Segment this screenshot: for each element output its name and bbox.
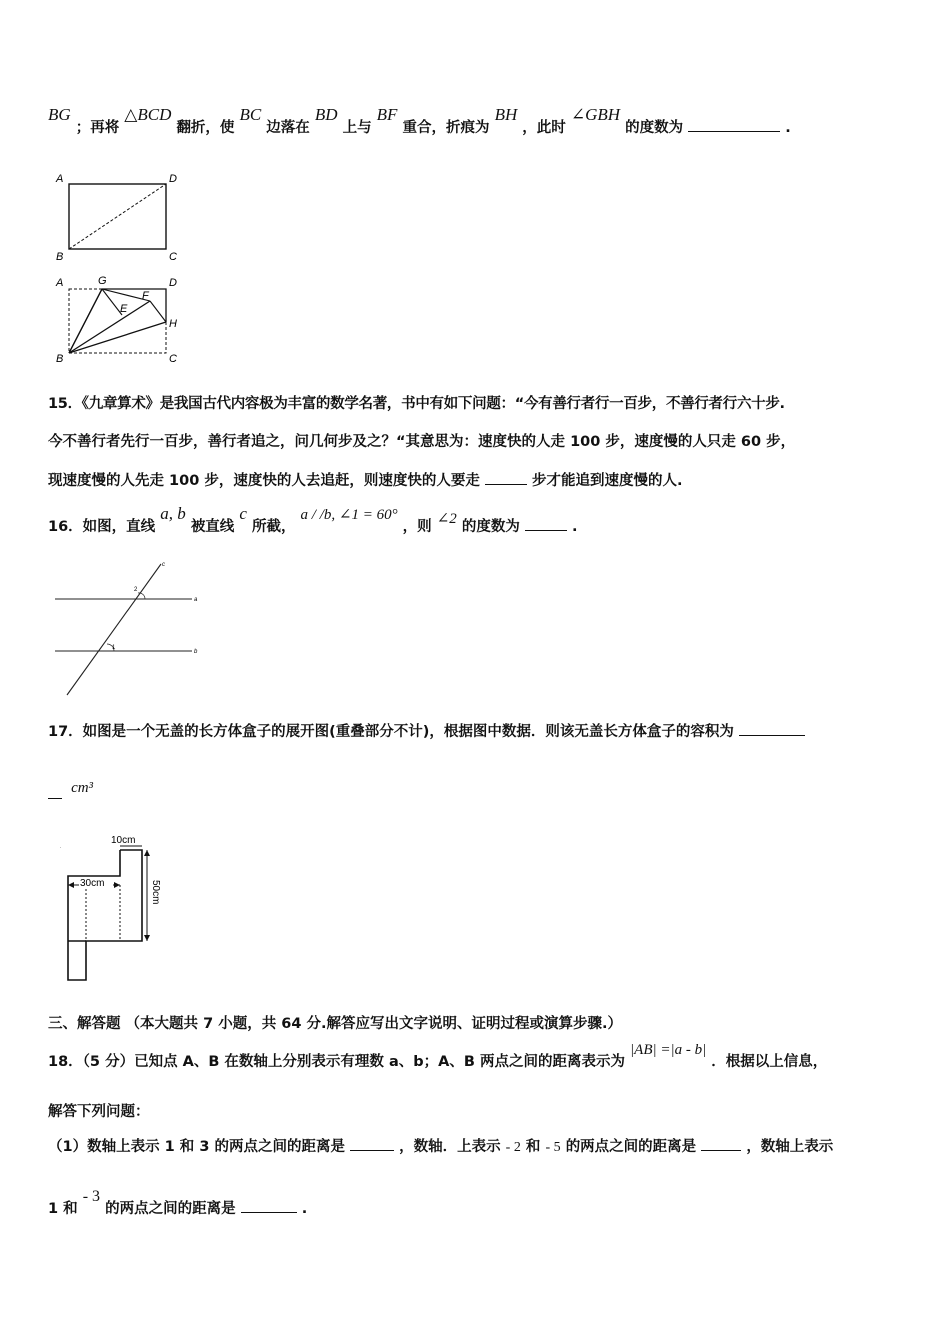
section-3-heading: 三、解答题 （本大题共 7 小题，共 64 分.解答应写出文字说明、证明过程或演算步骤.） bbox=[48, 1016, 623, 1032]
answer-blank[interactable] bbox=[688, 117, 780, 132]
answer-blank[interactable] bbox=[241, 1198, 297, 1213]
dim-30cm: 30cm bbox=[80, 878, 105, 889]
q18-part-1-cont: 1 和 - 3 的两点之间的距离是 . bbox=[48, 1188, 308, 1217]
answer-blank[interactable] bbox=[525, 516, 567, 531]
q14-line: BG ；再将 △BCD 翻折，使 BC 边落在 BD 上与 BF 重合，折痕为 BH ，此时 ∠GBH 的度数为 . bbox=[48, 105, 791, 136]
label-c: C bbox=[169, 251, 177, 263]
q16-line: 16．如图，直线 a, b 被直线 c 所截， a / /b, ∠1 = 60° ，则 ∠2 的度数为 . bbox=[48, 504, 578, 535]
dim-10cm: 10cm bbox=[111, 835, 136, 846]
label-g: G bbox=[98, 275, 107, 287]
math-triangle-bcd: △BCD bbox=[124, 105, 172, 124]
math-a-b: a, b bbox=[160, 504, 186, 523]
q18-line-2: 解答下列问题： bbox=[48, 1104, 150, 1120]
math-bd: BD bbox=[314, 105, 338, 124]
answer-blank[interactable] bbox=[350, 1136, 394, 1151]
label-a: A bbox=[56, 277, 64, 289]
q15-line-1: 15．《九章算术》是我国古代内容极为丰富的数学名著，书中有如下问题：“今有善行者行一百步，不善行者行六十步. bbox=[48, 396, 785, 412]
label-d: D bbox=[169, 173, 177, 185]
label-h: H bbox=[169, 318, 177, 330]
rectangle-figure-2 bbox=[50, 272, 190, 367]
math-angle-2: ∠2 bbox=[436, 511, 457, 527]
label-c: C bbox=[169, 353, 177, 365]
answer-blank-cont[interactable] bbox=[48, 778, 62, 799]
label-b: B bbox=[56, 353, 64, 365]
label-b: B bbox=[56, 251, 64, 263]
box-net-figure bbox=[55, 828, 165, 983]
math-bc: BC bbox=[239, 105, 262, 124]
label-e: E bbox=[120, 303, 128, 315]
angle-1-label: 1 bbox=[112, 645, 116, 651]
parallel-lines-figure bbox=[50, 560, 210, 700]
math-neg-5: - 5 bbox=[545, 1140, 561, 1155]
q17-line-1: 17．如图是一个无盖的长方体盒子的展开图(重叠部分不计)，根据图中数据．则该无盖长方体盒子的容积为 bbox=[48, 721, 805, 742]
math-condition: a / /b, ∠1 = 60° bbox=[300, 507, 398, 523]
math-distance-formula: |AB| =|a - b| bbox=[630, 1042, 707, 1058]
answer-blank[interactable] bbox=[485, 470, 527, 485]
rectangle-figure-1 bbox=[50, 170, 190, 265]
label-d: D bbox=[169, 277, 177, 289]
math-bg: BG bbox=[48, 105, 71, 124]
label-a: a bbox=[194, 597, 198, 603]
faint-mark: · bbox=[59, 842, 62, 852]
label-a: A bbox=[56, 173, 64, 185]
label-f: F bbox=[142, 290, 149, 302]
dim-50cm: 50cm bbox=[150, 880, 161, 905]
math-neg-3: - 3 bbox=[82, 1188, 101, 1205]
q15-line-2: 今不善行者先行一百步，善行者追之，问几何步及之？“其意思为：速度快的人走 100 步，速度慢的人只走 60 步， bbox=[48, 434, 796, 450]
math-angle-gbh: ∠GBH bbox=[570, 105, 621, 124]
angle-2-label: 2 bbox=[134, 587, 138, 593]
q17-unit-line bbox=[48, 778, 93, 805]
label-c: c bbox=[162, 562, 165, 568]
q15-line-3: 现速度慢的人先走 100 步，速度快的人去追赶，则速度快的人要走 步才能追到速度慢的人. bbox=[48, 470, 683, 491]
math-neg-2: - 2 bbox=[505, 1140, 521, 1155]
answer-blank[interactable] bbox=[701, 1136, 741, 1151]
math-bf: BF bbox=[376, 105, 398, 124]
q18-line-1: 18．（5 分）已知点 A、B 在数轴上分别表示有理数 a、b；A、B 两点之间的距离表示为 |AB| =|a - b| ．根据以上信息， bbox=[48, 1042, 828, 1070]
math-bh: BH bbox=[494, 105, 518, 124]
q18-part-1: （1）数轴上表示 1 和 3 的两点之间的距离是 ，数轴．上表示 - 2 和 - 5 的两点之间的距离是 ，数轴上表示 bbox=[48, 1136, 833, 1158]
math-c: c bbox=[239, 504, 247, 523]
answer-blank[interactable] bbox=[739, 721, 805, 736]
label-b: b bbox=[194, 649, 198, 655]
unit-cm3: cm³ bbox=[71, 780, 94, 796]
